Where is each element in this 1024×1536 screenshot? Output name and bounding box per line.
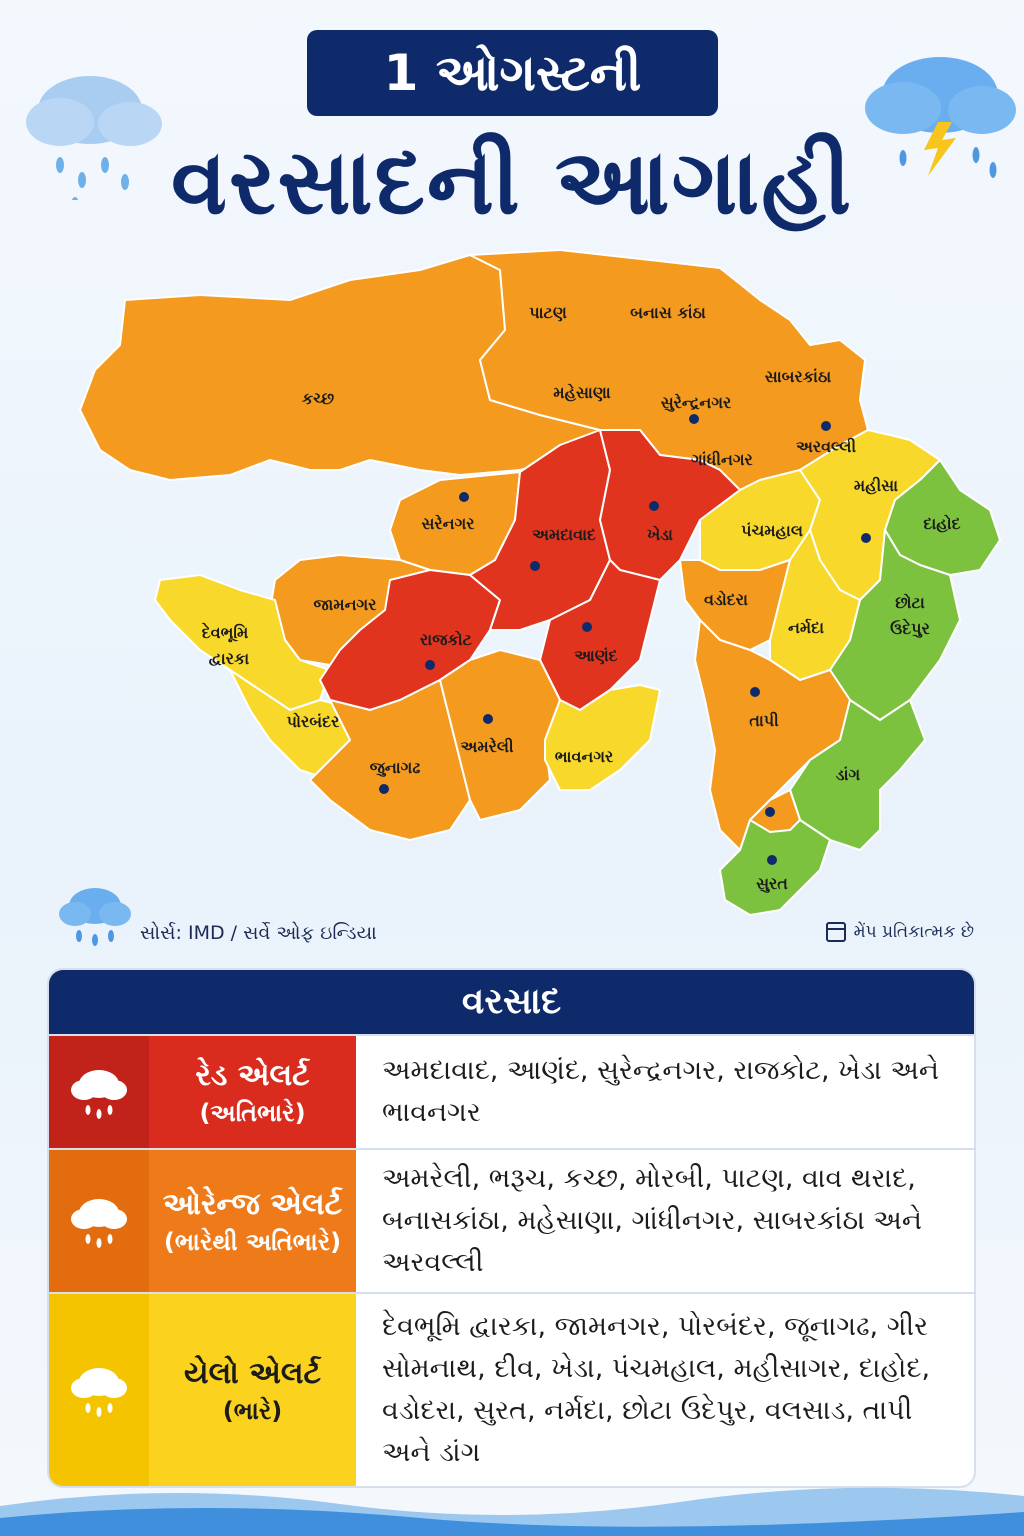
label-dang: ડાંગ — [835, 765, 861, 784]
label-junagadh: જુનાગઢ — [369, 758, 421, 777]
orange-alert-subtitle: (ભારેથી અતિભારે) — [163, 1227, 342, 1256]
yellow-alert-title: યેલો એલર્ટ — [184, 1355, 321, 1391]
red-alert-districts: અમદાવાદ, આણંદ, સુરેન્દ્રનગર, રાજકોટ, ખેડા અને ભાવનગર — [382, 1055, 939, 1128]
dot-aravalli — [821, 421, 831, 431]
label-narmada: નર્મદા — [787, 618, 825, 637]
label-panchmahal: પંચમહાલ — [741, 521, 803, 540]
yellow-alert-districts: દેવભૂમિ દ્વારકા, જામનગર, પોરબંદર, જૂનાગઢ, ગીર સોમનાથ, દીવ, ખેડા, પંચમહાલ, મહીસાગર, દાહોદ, વડોદરા, સુરત, નર્મદા, છોટા ઉદેપુર, વલસાડ, તાપી અને ડાંગ — [382, 1311, 931, 1468]
label-devbhumi-1: દેવભૂમિ — [201, 623, 249, 642]
label-rajkot: રાજકોટ — [420, 630, 472, 649]
dot-surat — [767, 855, 777, 865]
page-title: વરસાદની આગાહી — [171, 130, 853, 235]
dot-tapi — [750, 687, 760, 697]
red-alert-row — [49, 1034, 974, 1148]
dot-surendranagar-top — [689, 414, 699, 424]
label-kheda: ખેડા — [647, 525, 673, 544]
label-patan: પાટણ — [529, 303, 567, 322]
label-surendranagar: સરેનગર — [421, 514, 475, 533]
label-gandhinagar: ગાંધીનગર — [691, 450, 753, 469]
rain-cloud-icon — [49, 1294, 149, 1486]
dot-surendranagar — [459, 492, 469, 502]
label-bhavnagar: ભાવનગર — [554, 747, 614, 766]
label-jamnagar: જામનગર — [313, 595, 377, 614]
label-banaskantha: બનાસ કાંઠા — [630, 303, 706, 322]
calendar-icon — [826, 922, 846, 942]
dot-anand — [582, 622, 592, 632]
yellow-alert-row — [49, 1292, 974, 1486]
label-sabarkantha: સાબરકાંઠા — [764, 367, 832, 386]
dot-amreli — [483, 714, 493, 724]
dot-valsad — [765, 807, 775, 817]
label-anand: આણંદ — [574, 646, 618, 665]
label-vadodara: વડોદરા — [704, 590, 748, 609]
yellow-alert-subtitle: (ભારે) — [222, 1396, 283, 1425]
rain-cloud-icon — [49, 1150, 149, 1292]
label-amreli: અમરેલી — [460, 737, 514, 756]
legend-heading: વરસાદ — [49, 970, 974, 1034]
label-mahisagar: મહીસા — [853, 476, 899, 495]
rain-cloud-icon — [49, 1036, 149, 1148]
date-pill — [307, 30, 718, 116]
label-kutch: કચ્છ — [301, 389, 335, 408]
map-disclaimer — [826, 922, 974, 942]
yellow-alert-label — [49, 1294, 356, 1486]
gujarat-map — [0, 240, 1024, 930]
label-mehsana: મહેસાણા — [553, 383, 611, 402]
label-aravalli: અરવલ્લી — [795, 437, 857, 456]
bottom-wave-decoration — [0, 1476, 1024, 1536]
dot-rajkot — [425, 660, 435, 670]
alert-legend-table — [47, 968, 976, 1488]
label-ahmedabad: અમદાવાદ — [532, 525, 596, 544]
label-dahod: દાહોદ — [923, 514, 961, 533]
label-porbandar: પોરબંદર — [286, 712, 340, 731]
label-tapi: તાપી — [749, 711, 779, 730]
dot-mahisagar — [861, 533, 871, 543]
orange-alert-districts: અમરેલી, ભરૂચ, કચ્છ, મોરબી, પાટણ, વાવ થરાદ, બનાસકાંઠા, મહેસાણા, ગાંધીનગર, સાબરકાંઠા અને અરવલ્લી — [382, 1163, 923, 1278]
small-rain-cloud-icon — [55, 878, 135, 950]
red-alert-label — [49, 1036, 356, 1148]
gujarat-map-svg — [0, 240, 1024, 930]
label-surat: સુરત — [756, 874, 788, 893]
orange-alert-label — [49, 1150, 356, 1292]
label-chhota-1: છોટા — [895, 593, 925, 612]
disclaimer-text: મેંપ પ્રતિકાત્મક છે — [853, 922, 974, 942]
dot-ahmedabad — [530, 561, 540, 571]
dot-kheda — [649, 501, 659, 511]
date-text: 1 ઓગસ્ટની — [383, 43, 642, 102]
orange-alert-title: ઓરેન્જ એલર્ટ — [162, 1186, 343, 1222]
orange-alert-row — [49, 1148, 974, 1292]
label-devbhumi-2: દ્વારકા — [208, 649, 250, 668]
dot-junagadh — [379, 784, 389, 794]
red-alert-title: રેડ એલર્ટ — [195, 1057, 310, 1093]
label-surendranagar-top: સુરેન્દ્રનગર — [660, 393, 732, 412]
label-chhota-2: ઉદેપુર — [890, 619, 930, 638]
red-alert-subtitle: (અતિભારે) — [199, 1098, 306, 1127]
region-bhavnagar — [545, 685, 660, 790]
source-text: સોર્સ: IMD / સર્વે ઓફ ઇન્ડિયા — [140, 922, 377, 944]
